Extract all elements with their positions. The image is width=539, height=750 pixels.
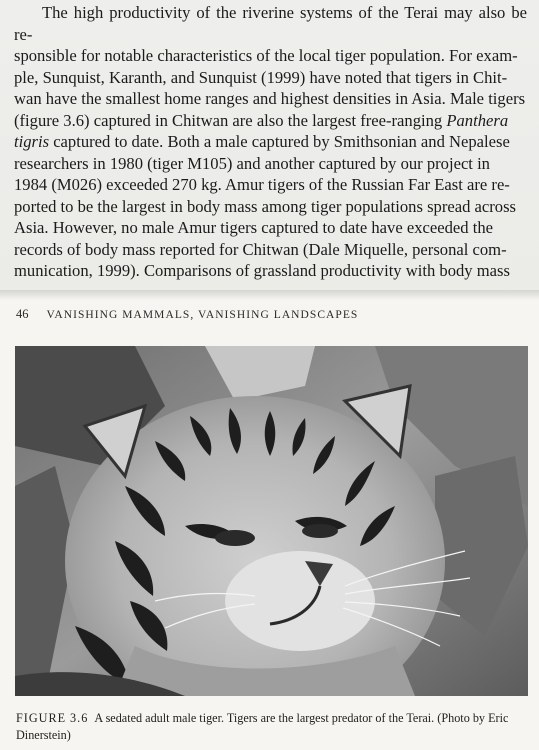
tiger-eye-left [215,530,255,546]
text-line: Asia. However, no male Amur tigers captured to date have exceeded the [14,218,493,237]
text-run: captured to date. Both a male captured by Smithsonian and Nepalese [49,132,510,151]
tiger-photograph [15,346,528,696]
tiger-muzzle [225,551,375,651]
tiger-eye-right [302,524,338,538]
page-gutter [0,290,539,300]
text-line: records of body mass reported for Chitwan (Dale Miquelle, personal com- [14,239,507,259]
tiger-illustration [15,346,528,696]
species-name-italic: Panthera [446,110,509,130]
running-head [16,307,358,322]
text-line [14,110,527,132]
text-run: (figure 3.6) captured in Chitwan are also the largest free-ranging [14,110,447,130]
caption-text: A sedated adult male tiger. Tigers are the largest predator of the Terai. (Photo by Eric Dinerstein) [16,711,509,742]
figure-label: FIGURE 3.6 [16,711,89,725]
text-line: wan have the smallest home ranges and highest densities in Asia. Male tigers [14,89,526,108]
text-line [14,131,527,153]
text-line: researchers in 1980 (tiger M105) and another captured by our project in [14,153,490,173]
species-name-italic: tigris [14,132,50,151]
running-head-title: VANISHING MAMMALS, VANISHING LANDSCAPES [46,309,359,321]
text-line: 1984 (M026) exceeded 270 kg. Amur tigers of the Russian Far East are re- [14,175,510,194]
text-line: ple, Sunquist, Karanth, and Sunquist (1999) have noted that tigers in Chit- [14,67,508,87]
text-line: munication, 1999). Comparisons of grassland productivity with body mass [14,261,510,280]
text-line: The high productivity of the riverine systems of the Terai may also be re- [14,3,527,44]
figure-caption [16,710,528,744]
body-paragraph [14,2,527,282]
page-number: 46 [16,307,29,321]
text-line: sponsible for notable characteristics of the local tiger population. For exam- [14,46,518,65]
text-line: ported to be the largest in body mass among tiger populations spread across [14,196,517,216]
